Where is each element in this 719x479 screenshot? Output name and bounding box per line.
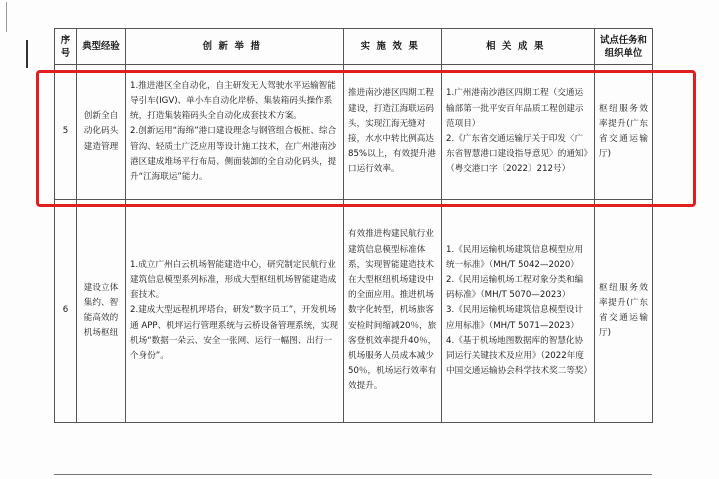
result-item: 3.《民用运输机场建筑信息模型设计应用标准》（MH/T 5071—2023） xyxy=(446,305,584,331)
header-effect: 实施效果 xyxy=(344,29,442,65)
header-case: 典型经验 xyxy=(77,29,126,65)
row-results xyxy=(442,200,595,423)
result-item: 2.《广东省交通运输厅关于印发〈广东省智慧港口建设指导意见〉的通知》（粤交港口字〔2022〕212号） xyxy=(446,134,588,175)
result-item: 2.《民用运输机场工程对象分类和编码标准》（MH/T 5070—2023） xyxy=(446,274,584,301)
header-measures: 创新举措 xyxy=(126,29,344,65)
margin-bar xyxy=(26,40,28,68)
measure-item: 2.建成大型远程机坪塔台，研发“数字员工”，开发机场通 APP、机坪运行管理系统与云桥设备管理系统，实现机场“数据一朵云、安全一张网、运行一幅图、出行一个身份”。 xyxy=(130,305,339,361)
header-unit: 试点任务和组织单位 xyxy=(595,29,653,65)
page-bottom-rule xyxy=(54,474,652,475)
row-effect: 推进南沙港区四期工程建设，打造江海联运码头，实现江海无缝对接，水水中转比例高达85%以上，有效提升港口运行效率。 xyxy=(344,65,442,200)
row-case: 建设立体集约、智能高效的机场枢纽 xyxy=(77,200,126,423)
row-unit: 枢纽服务效率提升(广东省交通运输厅) xyxy=(595,65,653,200)
row-unit: 枢纽服务效率提升(广东省交通运输厅) xyxy=(595,200,653,423)
row-number: 6 xyxy=(55,200,77,423)
result-item: 1.广州港南沙港区四期工程（交通运输部第一批平安百年品质工程创建示范项目） xyxy=(446,88,584,129)
highlight-annotation-box xyxy=(36,70,696,207)
table-header-row xyxy=(55,29,653,65)
table-row xyxy=(55,200,653,423)
header-results: 相关成果 xyxy=(442,29,595,65)
result-item: 1.《民用运输机场建筑信息模型应用统一标准》（MH/T 5042—2020） xyxy=(446,244,584,270)
row-measures xyxy=(126,200,344,423)
measure-item: 1.成立广州白云机场智能建造中心，研究制定民航行业建筑信息模型系列标准，形成大型枢纽机场智能建造成套技术。 xyxy=(130,259,337,301)
result-item: 4.《基于机场地图数据库的智慧化协同运行关键技术及应用》（2022年度中国交通运输协会科学技术奖二等奖） xyxy=(446,335,593,377)
row-effect: 有效推进构建民航行业建筑信息模型标准体系，实现智能建造技术在大型枢纽机场建设中的全面应用。推进机场数字化转型，机场旅客安检时间缩减20％，旅客登机效率提升40％，机场服务人员成本减少50％，机场运行效率有效提升。 xyxy=(344,200,442,423)
scan-edge-mark xyxy=(6,2,7,32)
header-no: 序号 xyxy=(55,29,77,65)
row-number: 5 xyxy=(55,65,77,200)
measure-item: 1.推进港区全自动化，自主研发无人驾驶水平运输智能导引车(IGV)、单小车自动化岸桥、集装箱码头操作系统，打造集装箱码头全自动化成套技术方案。 xyxy=(130,80,336,122)
measure-item: 2.创新运用“海绵”港口建设理念与钢管组合板桩、综合管沟、轻质土广泛应用等设计施工技术，在广州港南沙港区建成堆场平行布局、侧面装卸的全自动化码头，提升“江海联运”能力。 xyxy=(130,126,337,182)
row-case: 创新全自动化码头建造管理 xyxy=(77,65,126,200)
